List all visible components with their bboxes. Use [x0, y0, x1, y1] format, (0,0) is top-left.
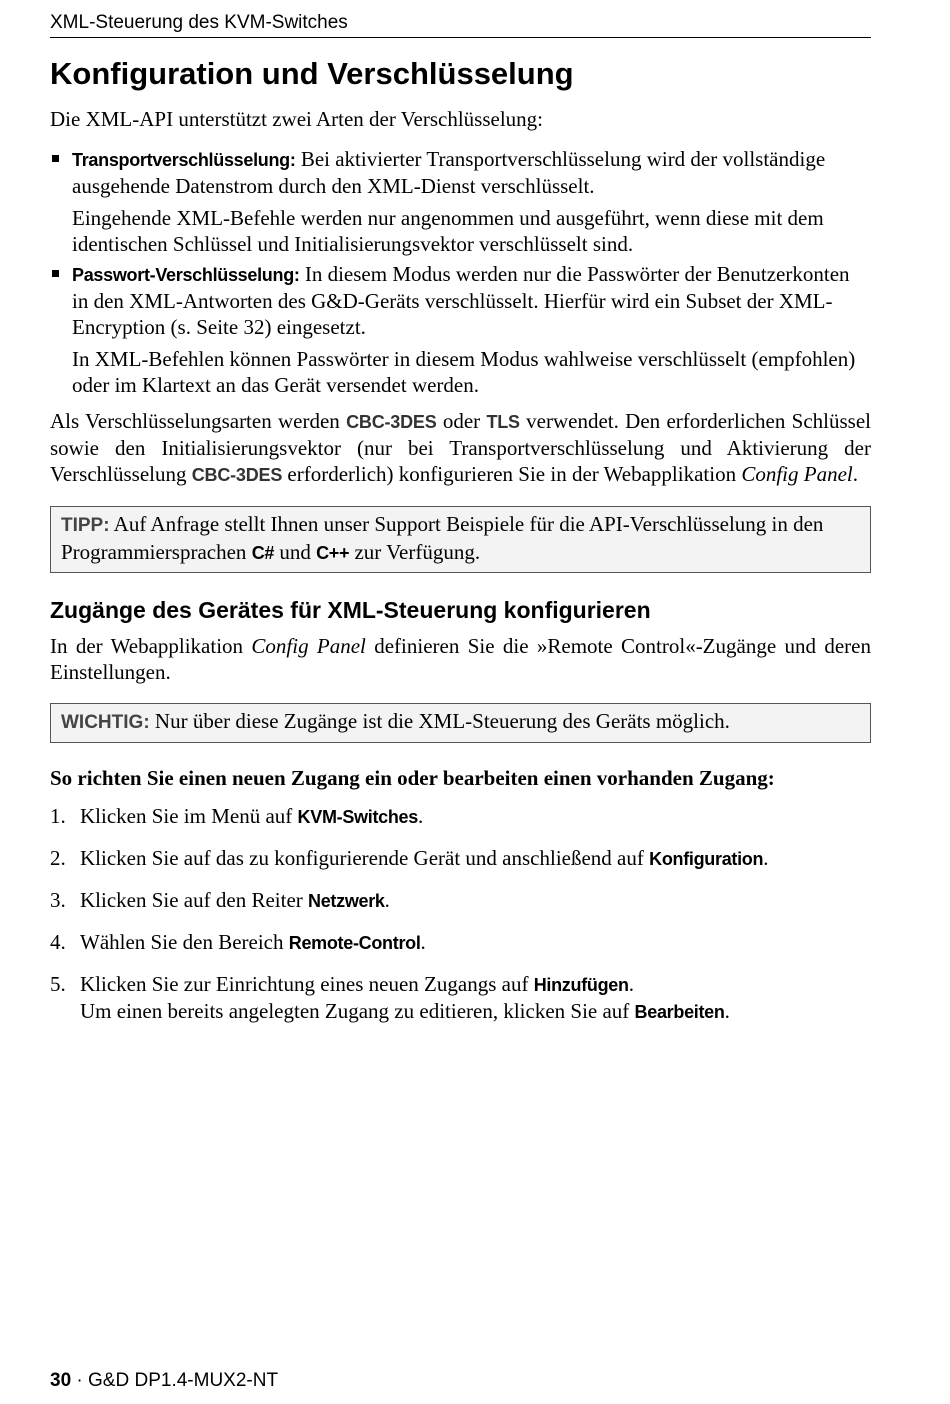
step-text: Um einen bereits angelegten Zugang zu editieren, klicken Sie auf	[80, 999, 635, 1023]
subsection-title: Zugänge des Gerätes für XML-Steuerung konfigurieren	[50, 597, 651, 623]
step-text: Klicken Sie auf das zu konfigurierende Gerät und anschließend auf	[80, 846, 650, 870]
section-title: Konfiguration und Verschlüsselung	[50, 56, 574, 91]
manual-page	[50, 0, 871, 1404]
tip-text: und	[274, 540, 317, 564]
para-text: verwendet. Den erforderlichen Schlüssel sowie den Initialisierungsvektor (nur bei Transportverschlüsselung und Aktivierung der Verschlüsselung	[50, 409, 871, 486]
encryption-types-list	[50, 146, 871, 398]
step-number: 2.	[50, 846, 66, 870]
subsection-intro	[50, 633, 871, 685]
step-text: .	[628, 972, 634, 996]
product-name: G&D DP1.4-MUX2-NT	[88, 1370, 279, 1391]
important-box	[50, 703, 871, 743]
bullet-square-icon	[52, 270, 59, 277]
step-text: .	[724, 999, 730, 1023]
bullet-text: In diesem Modus werden nur die Passwörter der Benutzerkonten in den XML-Antworten des G&D-Geräts verschlüsselt. Hierfür wird ein Subset der XML-Encryption (s. Seite 32) eingesetzt.	[72, 262, 850, 339]
language-term: C#	[251, 543, 275, 563]
step-number: 4.	[50, 930, 66, 954]
step-number: 1.	[50, 804, 66, 828]
important-label: WICHTIG:	[61, 712, 150, 733]
bullet-term: Transportverschlüsselung:	[72, 150, 296, 170]
section-intro: Die XML-API unterstützt zwei Arten der Verschlüsselung:	[50, 107, 544, 131]
list-item	[50, 929, 871, 956]
page-content	[50, 106, 871, 1040]
list-item	[50, 803, 871, 830]
bullet-text: Bei aktivierter Transportverschlüsselung wird der vollständige ausgehende Datenstrom durch den XML-Dienst verschlüsselt.	[72, 147, 826, 198]
menu-term: Netzwerk	[308, 891, 385, 911]
para-text: oder	[436, 409, 487, 433]
step-text: Wählen Sie den Bereich	[80, 930, 289, 954]
step-text: .	[420, 930, 426, 954]
step-text: .	[384, 888, 390, 912]
cbc-3des-term: CBC-3DES	[346, 412, 437, 432]
bullet-extra: Eingehende XML-Befehle werden nur angenommen und ausgeführt, wenn diese mit dem identischen Schlüssel und Initialisierungsvektor verschlüsselt sind.	[72, 206, 824, 256]
list-item	[50, 971, 871, 1025]
list-item	[50, 887, 871, 914]
bullet-square-icon	[52, 155, 59, 162]
list-item	[50, 146, 871, 257]
step-number: 3.	[50, 888, 66, 912]
encryption-paragraph	[50, 408, 871, 488]
bullet-term: Passwort-Verschlüsselung:	[72, 265, 300, 285]
list-item	[50, 261, 871, 398]
menu-term: Konfiguration	[649, 849, 764, 869]
bullet-extra: In XML-Befehlen können Passwörter in diesem Modus wahlweise verschlüsselt (empfohlen) oder im Klartext an das Gerät versendet werden.	[72, 347, 856, 397]
para-text: .	[852, 462, 859, 486]
step-text: .	[417, 804, 424, 828]
para-text: erforderlich) konfigurieren Sie in der Webapplikation	[282, 462, 742, 486]
intro-text: In der Webapplikation	[50, 634, 252, 658]
important-text: Nur über diese Zugänge ist die XML-Steuerung des Geräts möglich.	[149, 709, 730, 733]
cbc-3des-term: CBC-3DES	[191, 465, 283, 485]
procedure-title: So richten Sie einen neuen Zugang ein oder bearbeiten einen vorhanden Zugang:	[50, 766, 775, 790]
language-term: C++	[316, 543, 350, 563]
step-text: Klicken Sie auf den Reiter	[80, 888, 309, 912]
tls-term: TLS	[486, 412, 520, 432]
step-text: Klicken Sie im Menü auf	[80, 804, 298, 828]
menu-term: Bearbeiten	[634, 1002, 725, 1022]
tip-text: Auf Anfrage stellt Ihnen unser Support Beispiele für die API-Verschlüsselung in den Programmiersprachen	[61, 512, 824, 564]
footer-separator: ·	[71, 1370, 89, 1391]
list-item	[50, 845, 871, 872]
menu-term: KVM-Switches	[297, 807, 418, 827]
step-number: 5.	[50, 972, 66, 996]
step-text: Klicken Sie zur Einrichtung eines neuen Zugangs auf	[80, 972, 534, 996]
menu-term: Remote-Control	[288, 933, 421, 953]
tip-label: TIPP:	[61, 515, 110, 536]
para-text: Als Verschlüsselungsarten werden	[50, 409, 347, 433]
procedure-steps	[50, 803, 871, 1025]
intro-text: definieren Sie die »Remote Control«-Zugänge und deren Einstellungen.	[50, 634, 871, 684]
tip-box	[50, 506, 871, 573]
running-header: XML-Steuerung des KVM-Switches	[50, 12, 871, 38]
page-footer	[50, 1370, 278, 1392]
page-number: 30	[50, 1370, 72, 1391]
app-name: Config Panel	[741, 462, 853, 486]
menu-term: Hinzufügen	[533, 975, 629, 995]
app-name: Config Panel	[251, 634, 366, 658]
step-text: .	[763, 846, 769, 870]
tip-text: zur Verfügung.	[349, 540, 481, 564]
